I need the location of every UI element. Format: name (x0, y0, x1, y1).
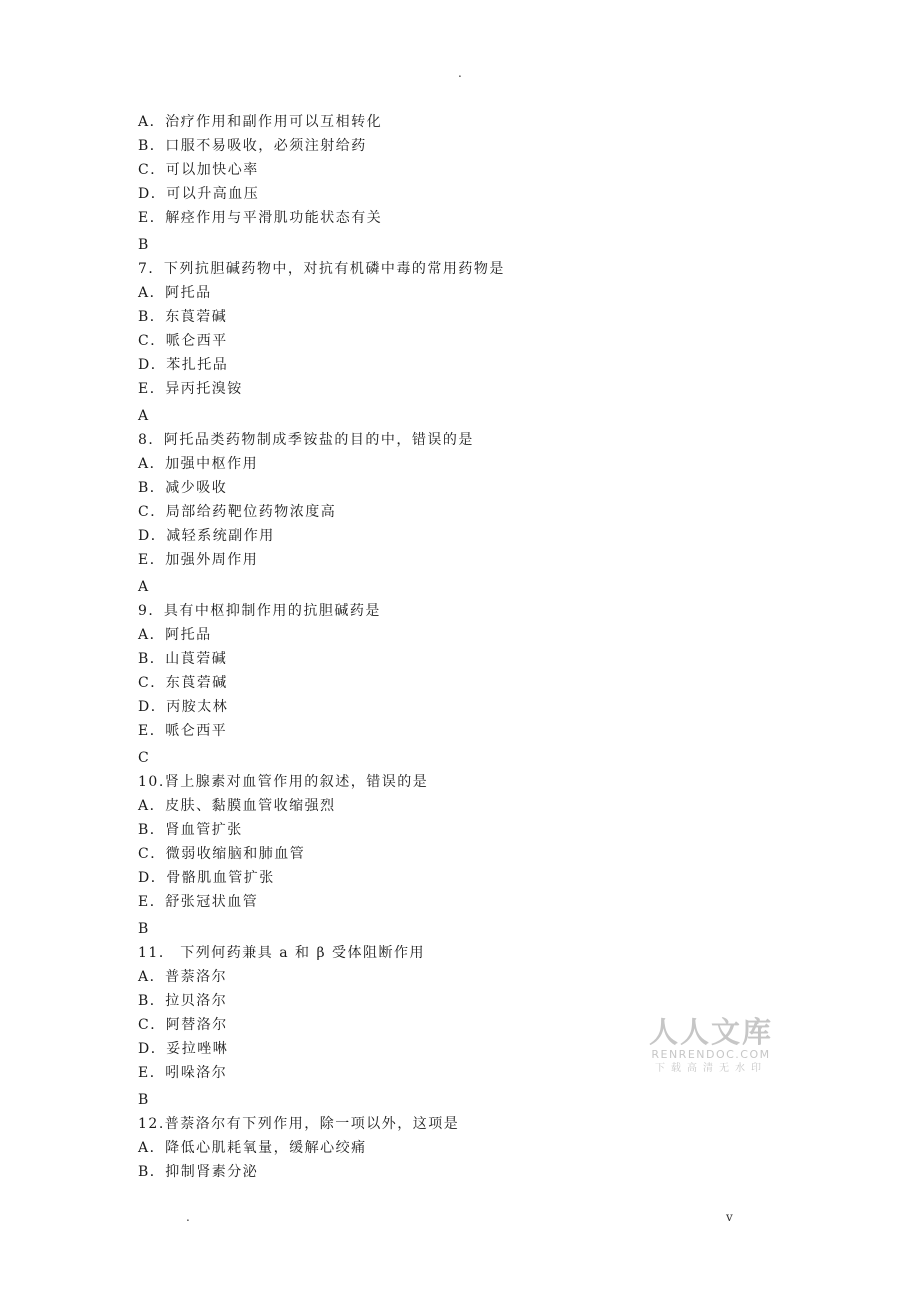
header-dot: . (458, 66, 462, 80)
question-line: 8．阿托品类药物制成季铵盐的目的中，错误的是 (138, 432, 474, 448)
option-line: C．局部给药靶位药物浓度高 (138, 504, 337, 520)
option-line: C．可以加快心率 (138, 162, 259, 178)
option-line: B．拉贝洛尔 (138, 993, 228, 1009)
footer-dot: . (186, 1210, 190, 1224)
question-line: 12.普萘洛尔有下列作用，除一项以外，这项是 (138, 1116, 460, 1132)
option-line: B．口服不易吸收，必须注射给药 (138, 138, 367, 154)
answer-line: B (138, 237, 150, 253)
option-line: D．减轻系统副作用 (138, 528, 275, 544)
option-line: B．减少吸收 (138, 480, 228, 496)
question-line: 11． 下列何药兼具 a 和 β 受体阻断作用 (138, 945, 426, 961)
watermark-title: 人人文库 (648, 1015, 773, 1049)
option-line: B．抑制肾素分泌 (138, 1164, 259, 1180)
footer-page-mark: v (726, 1210, 733, 1224)
question-line: 10.肾上腺素对血管作用的叙述，错误的是 (138, 774, 429, 790)
watermark-logo (646, 1016, 776, 1076)
option-line: D．可以升高血压 (138, 186, 260, 202)
answer-line: A (138, 408, 150, 424)
watermark-subtitle: 下载高清无水印 (655, 1063, 767, 1074)
answer-line: B (138, 921, 150, 937)
option-line: E．吲哚洛尔 (138, 1065, 228, 1081)
answer-line: C (138, 750, 151, 766)
option-line: A．阿托品 (138, 285, 212, 301)
option-line: C．微弱收缩脑和肺血管 (138, 846, 306, 862)
option-line: A．普萘洛尔 (138, 969, 228, 985)
option-line: D．骨骼肌血管扩张 (138, 870, 275, 886)
option-line: B．东莨菪碱 (138, 309, 228, 325)
answer-line: B (138, 1092, 150, 1108)
option-line: E．舒张冠状血管 (138, 894, 259, 910)
option-line: A．降低心肌耗氧量，缓解心绞痛 (138, 1140, 367, 1156)
option-line: A．皮肤、黏膜血管收缩强烈 (138, 798, 336, 814)
option-line: D．丙胺太林 (138, 699, 229, 715)
option-line: C．东莨菪碱 (138, 675, 228, 691)
question-line: 9．具有中枢抑制作用的抗胆碱药是 (138, 603, 381, 619)
option-line: E．加强外周作用 (138, 552, 259, 568)
option-line: D．苯扎托品 (138, 357, 229, 373)
option-line: A．治疗作用和副作用可以互相转化 (138, 114, 383, 130)
option-line: E．哌仑西平 (138, 723, 228, 739)
option-line: A．加强中枢作用 (138, 456, 259, 472)
option-line: D．妥拉唑啉 (138, 1041, 229, 1057)
option-line: B．山莨菪碱 (138, 651, 228, 667)
option-line: E．异丙托溴铵 (138, 381, 243, 397)
option-line: C．阿替洛尔 (138, 1017, 228, 1033)
option-line: C．哌仑西平 (138, 333, 228, 349)
answer-line: A (138, 579, 150, 595)
option-line: A．阿托品 (138, 627, 212, 643)
watermark-domain: RENRENDOC.COM (651, 1048, 771, 1061)
question-line: 7．下列抗胆碱药物中，对抗有机磷中毒的常用药物是 (138, 261, 505, 277)
option-line: E．解痉作用与平滑肌功能状态有关 (138, 210, 383, 226)
option-line: B．肾血管扩张 (138, 822, 243, 838)
